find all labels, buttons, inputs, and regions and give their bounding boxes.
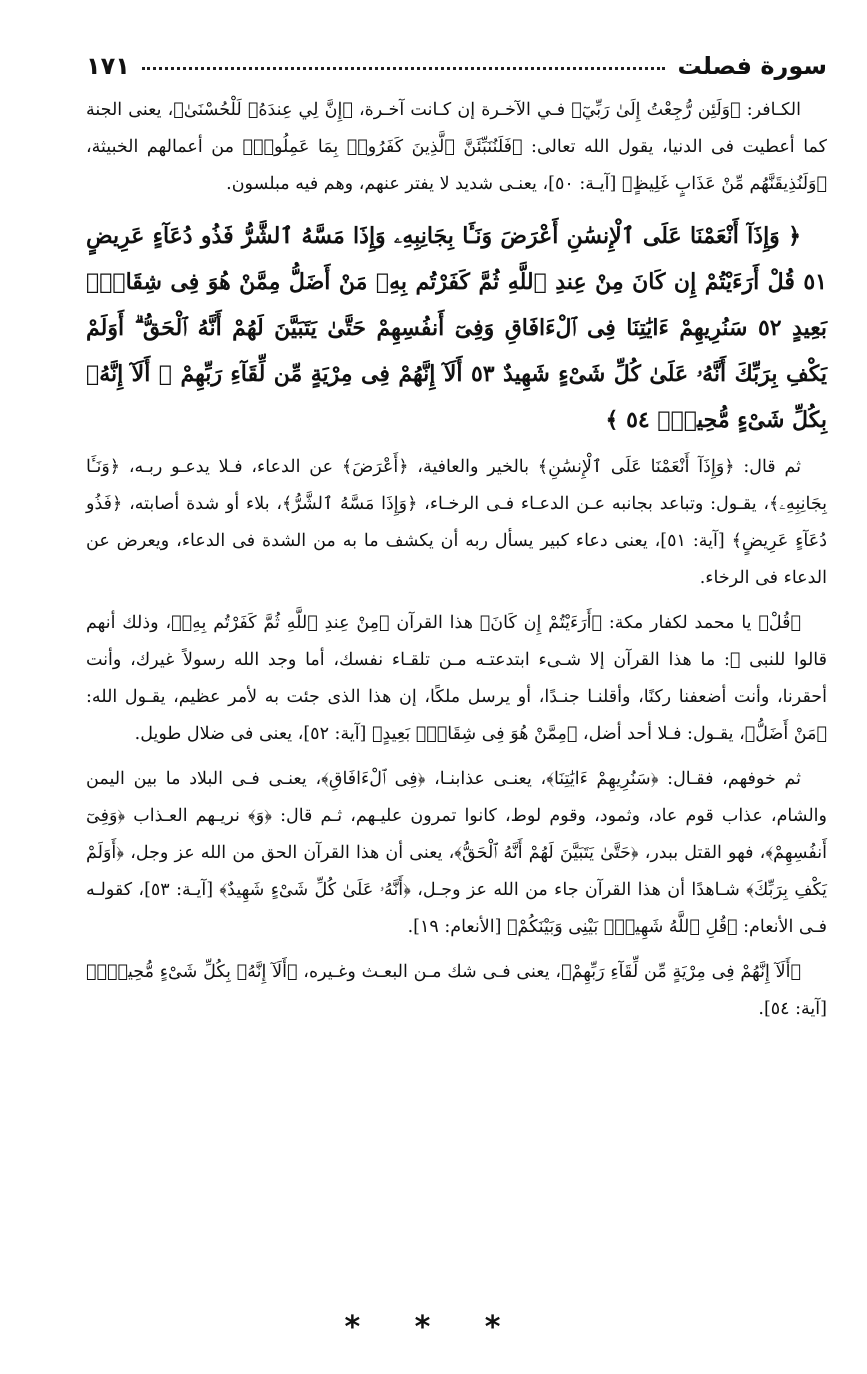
commentary-paragraph-3: ﴿قُلْ﴾ يا محمد لكفار مكة: ﴿أَرَءَيْتُمْ إِن كَانَ﴾ هذا القرآن ﴿مِنْ عِندِ ٱللَّهِ ثُمَّ كَفَرْتُم بِهِۦ﴾، وذلك أنهم قالوا للنبى ﷺ: ما هذا القرآن إلا شـىء ابتدعتـه مـن تلقـاء نفسك، أما وجد الله رسولاً غيرك، وأنت أحقرنا، وأنت أضعفنا ركنًا، وأقلنـا جنـدًا، أو يرسل ملكًا، إن هذا الذى جئت به لأمر عظيم، يقـول الله: ﴿مَنْ أَضَلُّ﴾، يقـول: فـلا أحد أضل، ﴿مِمَّنْ هُوَ فِى شِقَاقٍۭ بَعِيدٍ﴾ [آية: ٥٢]، يعنى فى ضلال طويل. — [86, 613, 827, 744]
section-separator: * * * — [344, 1310, 523, 1345]
commentary-paragraph-4: ثم خوفهم، فقـال: ﴿سَنُرِيهِمْ ءَايَٰتِنَا﴾، يعنـى عذابنـا، ﴿فِى ٱلْءَافَاقِ﴾، يعنـى فـى البلاد ما بين اليمن والشام، عذاب قوم عاد، وثمود، وقوم لوط، كانوا تمرون عليـهم، ثـم قال: ﴿وَ﴾ نريـهم العـذاب ﴿وَفِىٓ أَنفُسِهِمْ﴾، فهو القتل ببدر، ﴿حَتَّىٰ يَتَبَيَّنَ لَهُمْ أَنَّهُ ٱلْحَقُّ﴾، يعنى أن هذا القرآن الحق من الله عز وجل، ﴿أَوَلَمْ يَكْفِ بِرَبِّكَ﴾ شـاهدًا أن هذا القرآن جاء من الله عز وجـل، ﴿أَنَّهُۥ عَلَىٰ كُلِّ شَىْءٍ شَهِيدٌ﴾ [آيـة: ٥٣]، كقولـه فـى الأنعام: ﴿قُلِ ٱللَّهُ شَهِيدٌۢ بَيْنِى وَبَيْنَكُمْ﴾ [الأنعام: ١٩]. — [86, 769, 827, 937]
header-dotted-leader — [142, 67, 665, 70]
page-number: ١٧١ — [86, 52, 130, 80]
quran-verses-block: ﴿ وَإِذَآ أَنْعَمْنَا عَلَى ٱلْإِنسَٰنِ أَعْرَضَ وَنَـَٔا بِجَانِبِهِۦ وَإِذَا مَسَّهُ ٱلشَّرُّ فَذُو دُعَآءٍ عَرِيضٍ ٥١ قُلْ أَرَءَيْتُمْ إِن كَانَ مِنْ عِندِ ٱللَّهِ ثُمَّ كَفَرْتُم بِهِۦ مَنْ أَضَلُّ مِمَّنْ هُوَ فِى شِقَاقٍۭ بَعِيدٍ ٥٢ سَنُرِيهِمْ ءَايَٰتِنَا فِى ٱلْءَافَاقِ وَفِىٓ أَنفُسِهِمْ حَتَّىٰ يَتَبَيَّنَ لَهُمْ أَنَّهُ ٱلْحَقُّ ۗ أَوَلَمْ يَكْفِ بِرَبِّكَ أَنَّهُۥ عَلَىٰ كُلِّ شَىْءٍ شَهِيدٌ ٥٣ أَلَآ إِنَّهُمْ فِى مِرْيَةٍ مِّن لِّقَآءِ رَبِّهِمْ ۗ أَلَآ إِنَّهُۥ بِكُلِّ شَىْءٍ مُّحِيطٌۢ ٥٤ ﴾ — [86, 223, 828, 433]
commentary-paragraph-5: ﴿أَلَآ إِنَّهُمْ فِى مِرْيَةٍ مِّن لِّقَآءِ رَبِّهِمْ﴾، يعنى فـى شك مـن البعـث وغـيره، ﴿أَلَآ إِنَّهُۥ بِكُلِّ شَىْءٍ مُّحِيطٌۢ﴾ [آية: ٥٤]. — [86, 962, 827, 1019]
page-body — [86, 92, 827, 1028]
commentary-paragraph-1: الكـافر: ﴿وَلَئِن رُّجِعْتُ إِلَىٰ رَبِّيٓ﴾ فـي الآخـرة إن كـانت آخـرة، ﴿إِنَّ لِي عِندَهُۥ لَلْحُسْنَىٰ﴾، يعنى الجنة كما أعطيت فى الدنيا، يقول الله تعالى: ﴿فَلَنُنَبِّئَنَّ ٱلَّذِينَ كَفَرُوا۟ بِمَا عَمِلُوا۟﴾ من أعمالهم الخبيثة، ﴿وَلَنُذِيقَنَّهُم مِّنْ عَذَابٍ غَلِيظٍ﴾ [آيـة: ٥٠]، يعنـى شديد لا يفتر عنهم، وهم فيه مبلسون. — [86, 100, 827, 194]
page-header — [86, 40, 827, 80]
commentary-paragraph-2: ثم قال: ﴿وَإِذَآ أَنْعَمْنَا عَلَى ٱلْإِنسَٰنِ﴾ بالخير والعافية، ﴿أَعْرَضَ﴾ عن الدعاء، فـلا يدعـو ربـه، ﴿وَنَـَٔا بِجَانِبِهِۦ﴾، يقـول: وتباعد بجانبه عـن الدعـاء فـى الرخـاء، ﴿وَإِذَا مَسَّهُ ٱلشَّرُّ﴾، بلاء أو شدة أصابته، ﴿فَذُو دُعَآءٍ عَرِيضٍ﴾ [آية: ٥١]، يعنى دعاء كبير يسأل ربه أن يكشف ما به من الشدة فى الدعاء، ويعرض عن الدعاء فى الرخاء. — [86, 457, 827, 588]
sura-title: سورة فصلت — [677, 52, 827, 80]
